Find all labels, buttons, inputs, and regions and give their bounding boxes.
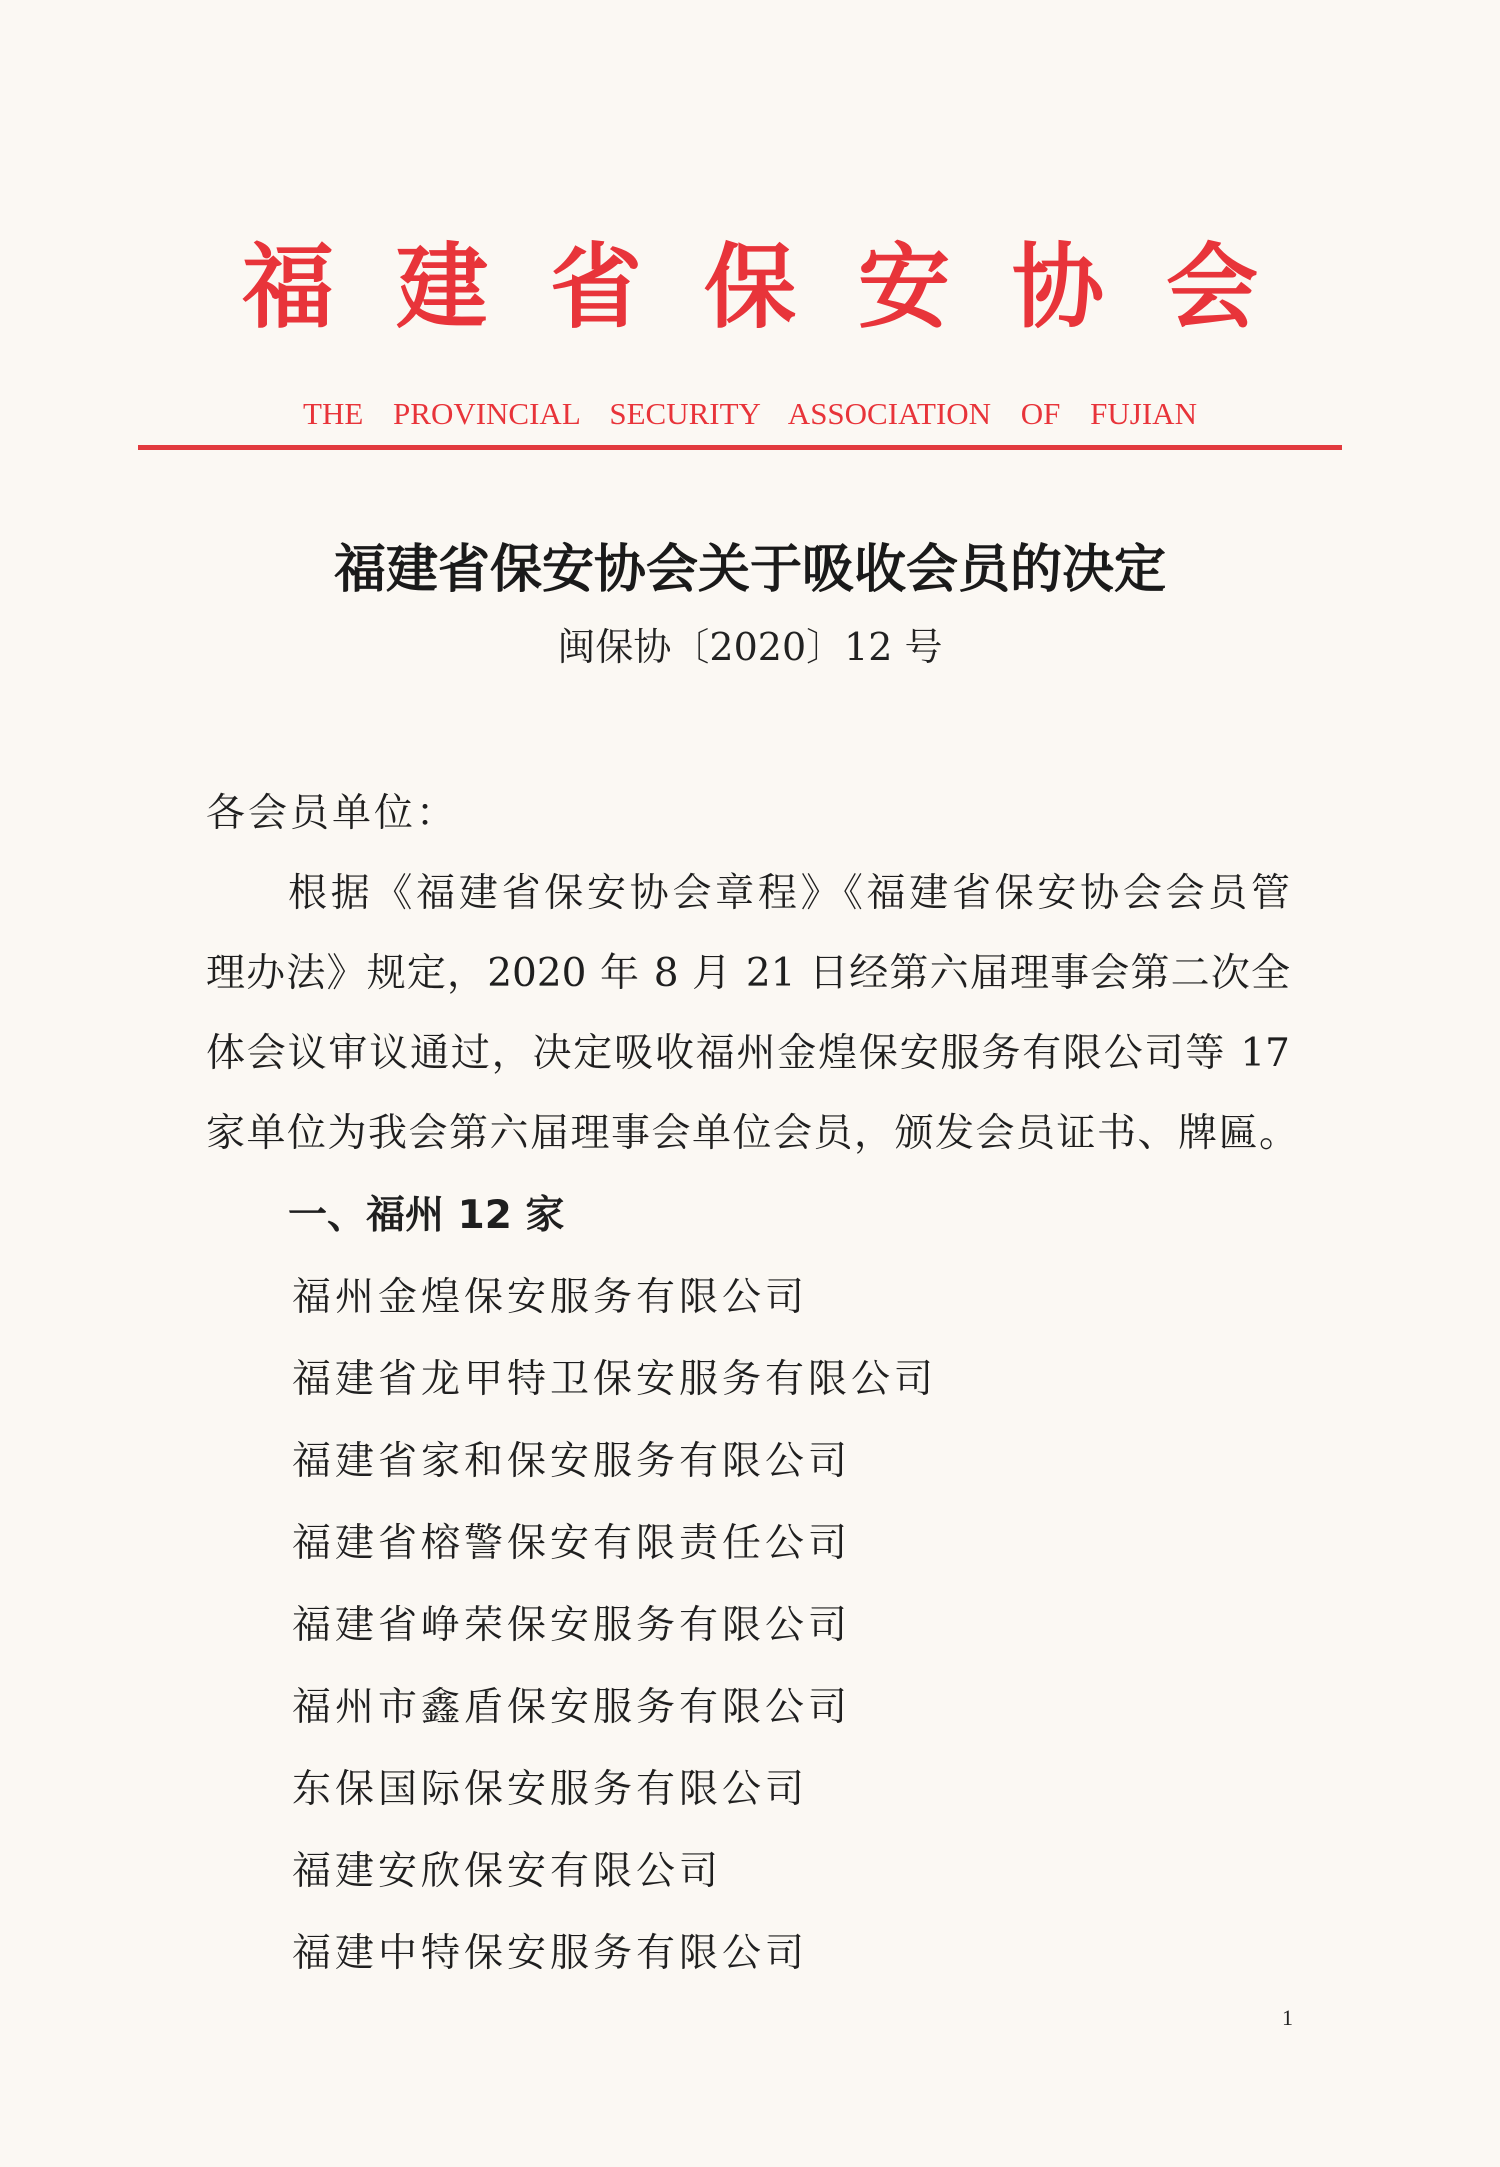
list-item: 福建省家和保安服务有限公司 [292,1439,852,1484]
list-item: 福建安欣保安有限公司 [292,1849,723,1894]
salutation: 各会员单位： [206,791,459,836]
page-number: 1 [1282,2005,1293,2030]
section-heading: 一、福州 12 家 [288,1193,565,1238]
member-list [292,1270,937,2008]
list-item: 东保国际保安服务有限公司 [292,1767,809,1812]
list-item: 福建省峥荣保安服务有限公司 [292,1603,852,1648]
body-line: 家单位为我会第六届理事会单位会员，颁发会员证书、牌匾。 [206,1111,1300,1156]
list-item: 福建省龙甲特卫保安服务有限公司 [292,1357,938,1402]
letterhead-org-name-english: THE PROVINCIAL SECURITY ASSOCIATION OF FUJIAN [303,396,1197,431]
list-item: 福州市鑫盾保安服务有限公司 [292,1685,852,1730]
document-number: 闽保协〔2020〕12 号 [557,625,943,669]
body-line: 体会议审议通过，决定吸收福州金煌保安服务有限公司等 17 [206,1031,1290,1076]
list-item: 福建省榕警保安有限责任公司 [292,1521,852,1566]
body-line: 理办法》规定，2020 年 8 月 21 日经第六届理事会第二次全 [206,951,1290,996]
body-line: 根据《福建省保安协会章程》《福建省保安协会会员管 [288,871,1290,916]
list-item: 福州金煌保安服务有限公司 [292,1275,809,1320]
letterhead-divider [138,445,1342,450]
document-title: 福建省保安协会关于吸收会员的决定 [333,539,1166,600]
letterhead-org-name: 福建省保安协会 [241,233,1320,341]
list-item: 福建中特保安服务有限公司 [292,1931,809,1976]
